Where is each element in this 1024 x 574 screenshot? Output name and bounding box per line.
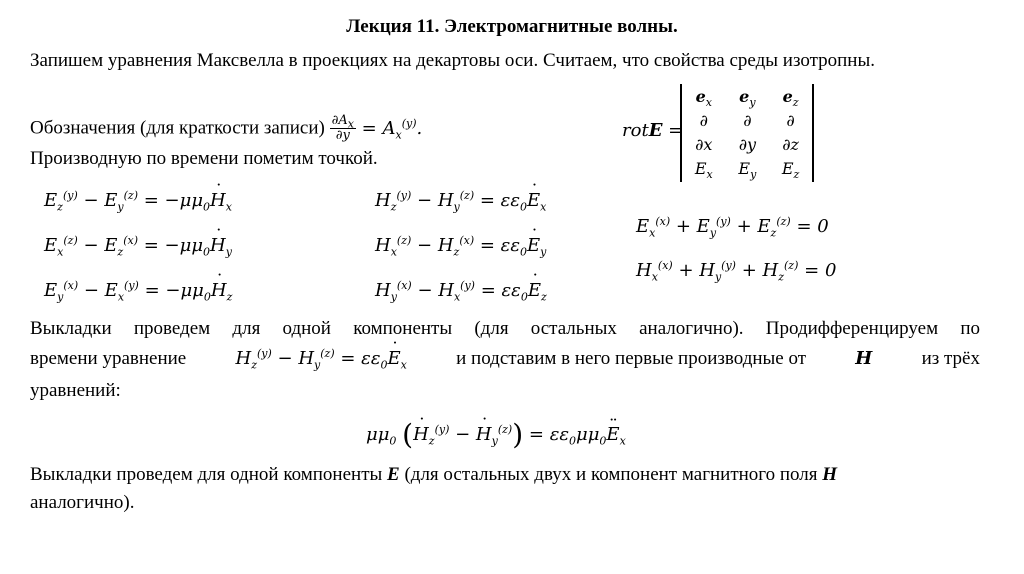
- rot-label: rotE =: [622, 120, 684, 141]
- inline-equation: $H_z^{(y)} - H_y^{(z)} = \varepsilon\varepsilon_0E$ $˙_x$: [236, 348, 407, 369]
- div-h-equation: $H_x^{(x)} + H_y^{(y)} + H_z^{(z)} = 0$: [636, 259, 837, 284]
- page-title: Лекция 11. Электромагнитные волны.: [346, 16, 678, 37]
- partial-fraction: $\frac{\partial A_x}{\partial y}$: [331, 113, 354, 143]
- notation-formula: $\frac{\partial A_x}{\partial y}$ = $A_x^{(y)}$.: [331, 113, 423, 143]
- eq-h-3: $H_y^{(x)} - H_x^{(y)} = \varepsilon\varepsilon_0E$ $˙_z$: [375, 280, 547, 301]
- notation-line: [30, 114, 422, 143]
- intro-text: Запишем уравнения Максвелла в проекциях на декартовы оси. Считаем, что свойства среды изотропны.: [30, 50, 875, 71]
- paragraph1-line1: Выкладки проведем для одной компоненты (для остальных аналогично). Продифференцируем по: [30, 318, 980, 339]
- notation-dot-line: Производную по времени пометим точкой.: [30, 148, 378, 169]
- eq-e-2: $E_x^{(z)} - E_z^{(x)} = -\mu\mu_0H$ $˙_y$: [44, 235, 232, 256]
- paragraph1-line3: уравнений:: [30, 380, 121, 401]
- eq-e-1: $E_z^{(y)} - E_y^{(z)} = -\mu\mu_0H$ $˙_x$: [44, 190, 232, 211]
- derived-equation: $\mu\mu_0$ (H $˙_z^{(y)} - H$ $˙_y^{(z)}) = \varepsilon\varepsilon_0\mu\mu_0E$ $¨_x$: [366, 418, 626, 451]
- eq-h-1: $H_z^{(y)} - H_y^{(z)} = \varepsilon\varepsilon_0E$ $˙_x$: [375, 190, 546, 211]
- eq-h-2: $H_x^{(z)} - H_z^{(x)} = \varepsilon\varepsilon_0E$ $˙_y$: [375, 235, 546, 256]
- paragraph1-line2: времени уравнение $H_z^{(y)} - H_y^{(z)} = \varepsilon\varepsilon_0E$ $˙_x$ и подставим в него первые производные от H из трёх: [30, 348, 980, 370]
- paragraph2-line1: Выкладки проведем для одной компоненты E (для остальных двух и компонент магнитного поля H: [30, 464, 838, 485]
- div-e-equation: $E_x^{(x)} + E_y^{(y)} + E_z^{(z)} = 0$: [636, 215, 829, 240]
- rot-matrix: $e_x$ $e_y$ $e_z$ ∂ ∂ ∂ ∂x ∂y ∂z $E_x$ $E_y$ $E_z$: [680, 84, 814, 182]
- eq-e-3: $E_y^{(x)} - E_x^{(y)} = -\mu\mu_0H$ $˙_z$: [44, 280, 232, 301]
- notation-prefix: Обозначения (для краткости записи): [30, 117, 325, 139]
- paragraph2-line2: аналогично).: [30, 492, 135, 513]
